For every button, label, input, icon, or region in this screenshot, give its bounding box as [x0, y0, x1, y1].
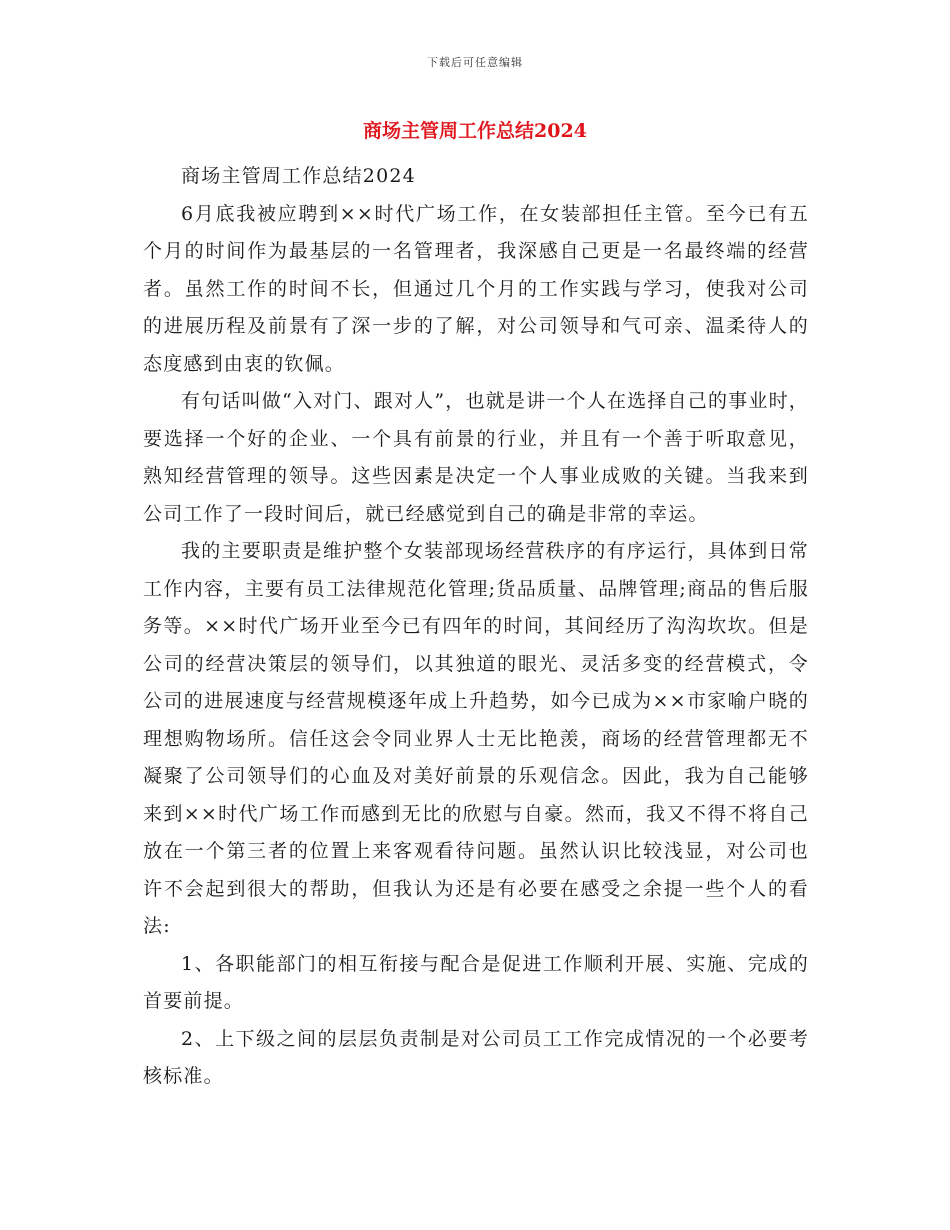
page-header-note: 下载后可任意编辑: [427, 56, 523, 69]
document-body: [143, 158, 809, 1096]
list-paragraph: 1、各职能部门的相互衔接与配合是促进工作顺利开展、实施、完成的首要前提。: [143, 952, 809, 1012]
body-paragraph: 有句话叫做“入对门、跟对人”，也就是讲一个人在选择自己的事业时，要选择一个好的企业、一个具有前景的行业，并且有一个善于听取意见，熟知经营管理的领导。这些因素是决定一个人事业成败的关键。当我来到公司工作了一段时间后，就已经感觉到自己的确是非常的幸运。: [143, 390, 809, 525]
document-title: 商场主管周工作总结2024: [363, 120, 587, 142]
body-paragraph: 6月底我被应聘到××时代广场工作，在女装部担任主管。至今已有五个月的时间作为最基层的一名管理者，我深感自己更是一名最终端的经营者。虽然工作的时间不长，但通过几个月的工作实践与学习，使我对公司的进展历程及前景有了深一步的了解，对公司领导和气可亲、温柔待人的态度感到由衷的钦佩。: [143, 202, 809, 375]
list-paragraph: 2、上下级之间的层层负责制是对公司员工工作完成情况的一个必要考核标准。: [143, 1027, 809, 1087]
subtitle-paragraph: 商场主管周工作总结2024: [181, 165, 416, 187]
body-paragraph: 我的主要职责是维护整个女装部现场经营秩序的有序运行，具体到日常工作内容，主要有员工法律规范化管理;货品质量、品牌管理;商品的售后服务等。××时代广场开业至今已有四年的时间，其间经历了沟沟坎坎。但是公司的经营决策层的领导们，以其独道的眼光、灵活多变的经营模式，令公司的进展速度与经营规模逐年成上升趋势，如今已成为××市家喻户晓的理想购物场所。信任这会令同业界人士无比艳羡，商场的经营管理都无不凝聚了公司领导们的心血及对美好前景的乐观信念。因此，我为自己能够来到××时代广场工作而感到无比的欣慰与自豪。然而，我又不得不将自己放在一个第三者的位置上来客观看待问题。虽然认识比较浅显，对公司也许不会起到很大的帮助，但我认为还是有必要在感受之余提一些个人的看法:: [143, 540, 809, 937]
